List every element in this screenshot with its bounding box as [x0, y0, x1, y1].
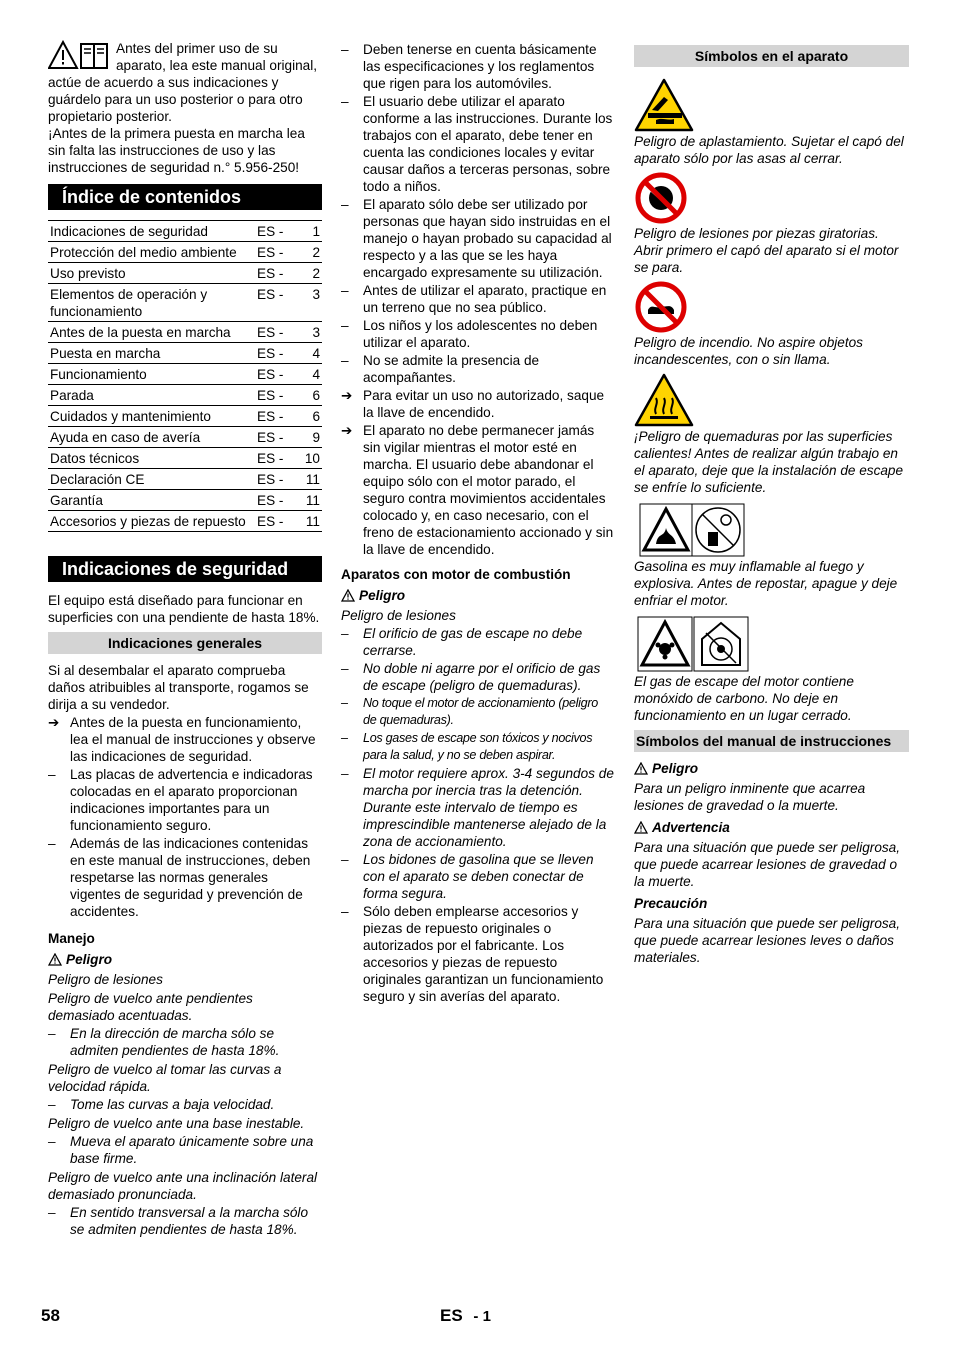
toc-page: 6 — [296, 385, 322, 406]
list-item: – Los bidones de gasolina que se lleven con el aparato se deben conectar de forma segura. — [341, 851, 614, 902]
manejo-paragraph: Peligro de vuelco ante una base inestable. — [48, 1116, 305, 1131]
symbol-2-text: Peligro de lesiones por piezas giratorias. Abrir primero el capó del aparato si el motor se para. — [634, 226, 899, 275]
toc-entry: Datos técnicos — [48, 448, 255, 469]
list-item-text: En la dirección de marcha sólo se admiten pendientes de hasta 18%. — [70, 1026, 280, 1058]
toc-lang: ES - — [255, 284, 296, 322]
engine-lesiones: Peligro de lesiones — [341, 608, 456, 623]
toc-row[interactable] — [48, 406, 322, 427]
list-item-text: Tome las curvas a baja velocidad. — [70, 1097, 275, 1112]
page-language — [440, 1307, 491, 1325]
intro-paragraph-1: Antes del primer uso de su aparato, lea este manual original, actúe de acuerdo a sus indicaciones y guárdelo para un uso posterior o para otro propietario posterior. — [48, 41, 318, 124]
toc-entry: Declaración CE — [48, 469, 255, 490]
list-item: – No doble ni agarre por el orificio de gas de escape (peligro de quemaduras). — [341, 660, 614, 694]
list-item: – Antes de utilizar el aparato, practique en un terreno que no sea público. — [341, 282, 614, 316]
manejo-lesiones: Peligro de lesiones — [48, 972, 163, 987]
toc-page: 4 — [296, 343, 322, 364]
toc-row[interactable] — [48, 511, 322, 532]
intro-paragraph-2: ¡Antes de la primera puesta en marcha lea sin falta las instrucciones de uso y las instrucciones de seguridad n.° 5.956-250! — [48, 126, 305, 175]
list-item-text: No se admite la presencia de acompañantes. — [363, 353, 540, 385]
manejo-paragraph: Peligro de vuelco ante pendientes demasiado acentuadas. — [48, 991, 253, 1023]
manual-symbols-title: Símbolos del manual de instrucciones — [634, 730, 909, 752]
symbol-6-text: El gas de escape del motor contiene monóxido de carbono. No deje en funcionamiento en un lugar cerrado. — [634, 674, 854, 723]
page-language-code: ES — [440, 1306, 463, 1325]
list-item: ➔ Antes de la puesta en funcionamiento, lea el manual de instrucciones y observe las indicaciones de seguridad. — [48, 714, 322, 765]
toc-page: 11 — [296, 490, 322, 511]
toc-entry: Protección del medio ambiente — [48, 242, 255, 263]
toc-entry: Antes de la puesta en marcha — [48, 322, 255, 343]
toc-entry: Cuidados y mantenimiento — [48, 406, 255, 427]
toc-row[interactable] — [48, 385, 322, 406]
intro — [48, 40, 322, 176]
list-item: – Los gases de escape son tóxicos y nocivos para la salud, y no se deben aspirar. — [341, 730, 614, 764]
engine-warning — [341, 587, 614, 604]
list-item-text: Para evitar un uso no autorizado, saque la llave de encendido. — [363, 388, 605, 420]
list-item-text: El usuario debe utilizar el aparato conforme a las instrucciones. Durante los trabajos con el aparato, debe tener en cuenta las condiciones locales y evitar causar daños a terceras personas, sobre todo a niños. — [363, 94, 613, 194]
toc-page: 1 — [296, 221, 322, 242]
toc-entry: Indicaciones de seguridad — [48, 221, 255, 242]
toc-row[interactable] — [48, 427, 322, 448]
toc-entry: Elementos de operación y funcionamiento — [48, 284, 255, 322]
toc-lang: ES - — [255, 511, 296, 532]
list-item: – Los niños y los adolescentes no deben utilizar el aparato. — [341, 317, 614, 351]
toc-entry: Garantía — [48, 490, 255, 511]
toc-page: 2 — [296, 242, 322, 263]
toc-entry: Accesorios y piezas de repuesto — [48, 511, 255, 532]
list-item: ➔ El aparato no debe permanecer jamás sin vigilar mientras el motor esté en marcha. El usuario debe abandonar el equipo sólo con el motor parado, el seguro contra movimientos accidentales colocado y, en caso necesario, con el freno de estacionamiento accionado y sin la llave de encendido. — [341, 423, 614, 557]
toc-row[interactable] — [48, 490, 322, 511]
hot-surface-icon — [634, 372, 909, 428]
toc-lang: ES - — [255, 406, 296, 427]
list-item-text: El motor requiere aprox. 3-4 segundos de marcha por inercia tras la detención. Durante este intervalo de tiempo es imprescindible mantenerse alejado de la zona de accionamiento. — [363, 766, 614, 849]
list-item: – Mueva el aparato únicamente sobre una base firme. — [48, 1133, 322, 1167]
toc-page: 9 — [296, 427, 322, 448]
column-2 — [341, 40, 614, 1005]
engine-list — [341, 625, 614, 902]
last-item: – Sólo deben emplearse accesorios y piezas de repuesto originales o autorizados por el fabricante. Los accesorios y piezas de repuesto originales garantizan un funcionamiento seguro y sin averías del aparato. — [341, 903, 614, 1005]
general-title: Indicaciones generales — [48, 632, 322, 654]
toc-lang: ES - — [255, 242, 296, 263]
toc-row[interactable] — [48, 322, 322, 343]
toc-table — [48, 220, 322, 532]
engine-title: Aparatos con motor de combustión — [341, 567, 571, 582]
engine-peligro-label: Peligro — [359, 588, 406, 603]
general-paragraph: Si al desembalar el aparato comprueba daños atribuibles al transporte, rogamos se dirija a su vendedor. — [48, 663, 309, 712]
list-item-text: El aparato sólo debe ser utilizado por personas que hayan sido instruidas en el manejo o hayan probado su capacidad al respecto y a las que se les haya encargado expresamente su utilización. — [363, 197, 612, 280]
symbol-3-text: Peligro de incendio. No aspire objetos incandescentes, con o sin llama. — [634, 335, 863, 367]
manejo-paragraph: Peligro de vuelco ante una inclinación lateral demasiado pronunciada. — [48, 1170, 318, 1202]
list-item-text: No doble ni agarre por el orificio de gas de escape (peligro de quemaduras). — [363, 661, 601, 693]
toc-page: 3 — [296, 322, 322, 343]
toc-row[interactable] — [48, 448, 322, 469]
general-list — [48, 714, 322, 920]
list-item: – En la dirección de marcha sólo se admiten pendientes de hasta 18%. — [48, 1025, 322, 1059]
symbol-5-text: Gasolina es muy inflamable al fuego y explosiva. Antes de repostar, apague y deje enfriar el motor. — [634, 559, 898, 608]
list-item: – El orificio de gas de escape no debe cerrarse. — [341, 625, 614, 659]
toc-page: 3 — [296, 284, 322, 322]
toc-lang: ES - — [255, 448, 296, 469]
toc-row[interactable] — [48, 364, 322, 385]
toc-row[interactable] — [48, 469, 322, 490]
symbol-4-text: ¡Peligro de quemaduras por las superficies calientes! Antes de realizar algún trabajo en el aparato, deje que la instalación de escape se enfríe lo suficiente. — [634, 429, 904, 495]
manual-peligro-label: Peligro — [652, 761, 699, 776]
page-number: 58 — [41, 1306, 60, 1325]
list-item: – Además de las indicaciones contenidas en este manual de instrucciones, deben respetarse las normas generales vigentes de seguridad y prevención de accidentes. — [48, 835, 322, 920]
list-item-text: Además de las indicaciones contenidas en este manual de instrucciones, deben respetarse las normas generales vigentes de seguridad y prevención de accidentes. — [70, 836, 311, 919]
toc-lang: ES - — [255, 263, 296, 284]
toc-entry: Puesta en marcha — [48, 343, 255, 364]
toc-entry: Parada — [48, 385, 255, 406]
manejo-warning — [48, 951, 322, 968]
toc-entry: Funcionamiento — [48, 364, 255, 385]
toc-row[interactable] — [48, 343, 322, 364]
list-item-text: Deben tenerse en cuenta básicamente las especificaciones y los reglamentos que rigen para los automóviles. — [363, 42, 597, 91]
warning-icon — [48, 953, 62, 966]
petrol-flammable-icon — [634, 502, 909, 558]
list-item-text: No toque el motor de accionamiento (peligro de quemaduras). — [363, 696, 598, 727]
manejo-peligro-label: Peligro — [66, 952, 113, 967]
toc-page: 11 — [296, 469, 322, 490]
toc-entry: Ayuda en caso de avería — [48, 427, 255, 448]
carbon-monoxide-icon — [634, 615, 909, 673]
toc-lang: ES - — [255, 469, 296, 490]
list-item: – Tome las curvas a baja velocidad. — [48, 1096, 322, 1113]
toc-lang: ES - — [255, 490, 296, 511]
crush-hazard-icon — [634, 77, 909, 133]
toc-row[interactable] — [48, 263, 322, 284]
manual-peligro — [634, 760, 909, 777]
list-item: – El aparato sólo debe ser utilizado por personas que hayan sido instruidas en el manejo o hayan probado su capacidad al respecto y a las que se les haya encargado expresamente su utilización. — [341, 196, 614, 281]
toc-page: 6 — [296, 406, 322, 427]
manejo-title: Manejo — [48, 931, 95, 946]
warning-icon — [634, 821, 648, 834]
toc-page: 4 — [296, 364, 322, 385]
list-item: – Deben tenerse en cuenta básicamente las especificaciones y los reglamentos que rigen para los automóviles. — [341, 41, 614, 92]
list-item: – Las placas de advertencia e indicadoras colocadas en el aparato proporcionan indicaciones importantes para un funcionamiento seguro. — [48, 766, 322, 834]
fire-hazard-icon — [634, 280, 909, 334]
page-language-page: - 1 — [473, 1308, 491, 1325]
list-item-text: En sentido transversal a la marcha sólo se admiten pendientes de hasta 18%. — [70, 1205, 309, 1237]
list-item-text: Las placas de advertencia e indicadoras colocadas en el aparato proporcionan indicaciones importantes para un funcionamiento seguro. — [70, 767, 313, 833]
list-item: – El motor requiere aprox. 3-4 segundos de marcha por inercia tras la detención. Durante este intervalo de tiempo es imprescindible mantenerse alejado de la zona de accionamiento. — [341, 766, 614, 849]
toc-lang: ES - — [255, 322, 296, 343]
toc-lang: ES - — [255, 427, 296, 448]
toc-page: 2 — [296, 263, 322, 284]
list-item-text: Los gases de escape son tóxicos y nocivos para la salud, y no se deben aspirar. — [363, 731, 593, 762]
toc-page: 11 — [296, 511, 322, 532]
last-item-text: Sólo deben emplearse accesorios y piezas de repuesto originales o autorizados por el fabricante. Los accesorios y piezas de repuesto originales garantizan un funcionamiento seguro y sin averías del aparato. — [363, 904, 604, 1004]
safety-paragraph: El equipo está diseñado para funcionar en superficies con una pendiente de hasta 18%. — [48, 593, 320, 625]
list-item-text: Antes de utilizar el aparato, practique en un terreno que no sea público. — [363, 283, 607, 315]
list-item-text: El orificio de gas de escape no debe cerrarse. — [363, 626, 583, 658]
list-item-text: El aparato no debe permanecer jamás sin vigilar mientras el motor esté en marcha. El usuario debe abandonar el equipo sólo con el motor parado, el seguro contra movimientos accidentales colocado y, en caso necesario, con el freno de estacionamiento accionado y sin la llave de encendido. — [363, 423, 614, 557]
list-item: – En sentido transversal a la marcha sólo se admiten pendientes de hasta 18%. — [48, 1204, 322, 1238]
manual-precaucion-label: Precaución — [634, 896, 708, 911]
manejo-paragraph: Peligro de vuelco al tomar las curvas a velocidad rápida. — [48, 1062, 282, 1094]
list-item-text: Antes de la puesta en funcionamiento, lea el manual de instrucciones y observe las indicaciones de seguridad. — [70, 715, 316, 764]
column-3 — [634, 40, 909, 966]
symbols-title: Símbolos en el aparato — [634, 45, 909, 67]
manual-advertencia — [634, 819, 909, 836]
symbol-1-text: Peligro de aplastamiento. Sujetar el capó del aparato sólo por las asas al cerrar. — [634, 134, 904, 166]
list-item: – El usuario debe utilizar el aparato conforme a las instrucciones. Durante los trabajos con el aparato, debe tener en cuenta las condiciones locales y evitar causar daños a terceras personas, sobre todo a niños. — [341, 94, 613, 194]
list-item-text: Mueva el aparato únicamente sobre una base firme. — [70, 1134, 314, 1166]
list-item-text: Los niños y los adolescentes no deben utilizar el aparato. — [363, 318, 598, 350]
manual-advertencia-label: Advertencia — [652, 820, 730, 835]
list-item: ➔ Para evitar un uso no autorizado, saque la llave de encendido. — [341, 387, 614, 421]
toc-row[interactable] — [48, 284, 322, 322]
manual-precaucion-text: Para una situación que puede ser peligrosa, que puede acarrear lesiones leves o daños materiales. — [634, 916, 901, 965]
rotating-parts-icon — [634, 171, 909, 225]
toc-lang: ES - — [255, 364, 296, 385]
manual-advertencia-text: Para una situación que puede ser peligrosa, que puede acarrear lesiones de gravedad o la muerte. — [634, 840, 901, 889]
column-1 — [48, 40, 322, 1238]
safety-title: Indicaciones de seguridad — [48, 556, 322, 582]
warning-manual-icons — [48, 40, 112, 74]
toc-row[interactable] — [48, 242, 322, 263]
toc-entry: Uso previsto — [48, 263, 255, 284]
col2-list — [341, 41, 614, 558]
toc-lang: ES - — [255, 343, 296, 364]
warning-icon — [634, 762, 648, 775]
list-item-text: Los bidones de gasolina que se lleven con el aparato se deben conectar de forma segura. — [363, 852, 594, 901]
toc-lang: ES - — [255, 385, 296, 406]
toc-title: Índice de contenidos — [48, 184, 322, 210]
warning-icon — [341, 589, 355, 602]
toc-lang: ES - — [255, 221, 296, 242]
toc-page: 10 — [296, 448, 322, 469]
list-item: – No toque el motor de accionamiento (peligro de quemaduras). — [341, 695, 614, 729]
manejo-list — [48, 990, 322, 1238]
list-item: – No se admite la presencia de acompañantes. — [341, 352, 614, 386]
toc-row[interactable] — [48, 221, 322, 242]
manual-peligro-text: Para un peligro inminente que acarrea lesiones de gravedad o la muerte. — [634, 781, 866, 813]
